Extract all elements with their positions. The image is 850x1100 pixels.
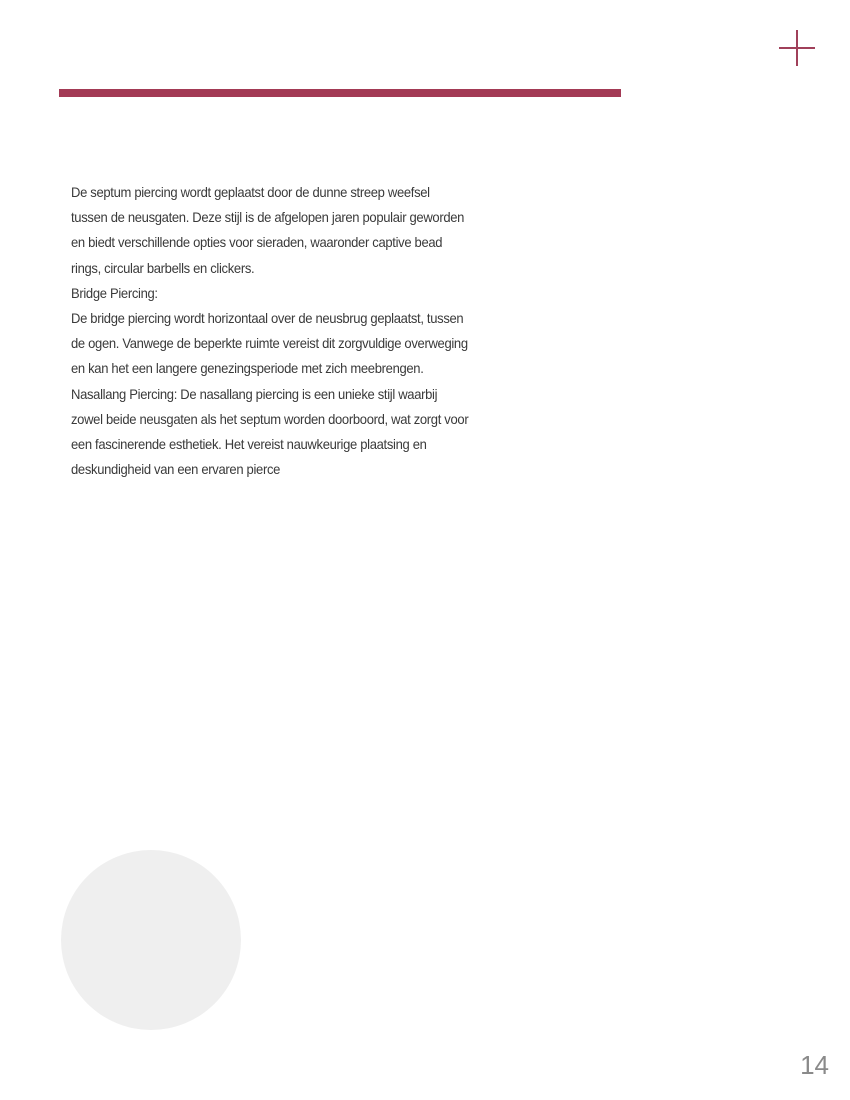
body-line: zowel beide neusgaten als het septum worden doorboord, wat zorgt voor (71, 410, 469, 427)
section-heading-bridge: Bridge Piercing: (71, 284, 158, 301)
body-line: een fascinerende esthetiek. Het vereist nauwkeurige plaatsing en (71, 436, 427, 453)
body-line: en biedt verschillende opties voor sieraden, waaronder captive bead (71, 234, 443, 251)
body-line: de ogen. Vanwege de beperkte ruimte vereist dit zorgvuldige overweging (71, 335, 468, 352)
body-line: Nasallang Piercing: De nasallang piercing is een unieke stijl waarbij (71, 385, 438, 402)
page-number: 14 (800, 1050, 829, 1080)
body-line: De bridge piercing wordt horizontaal over de neusbrug geplaatst, tussen (71, 310, 464, 327)
body-line: De septum piercing wordt geplaatst door de dunne streep weefsel (71, 184, 430, 200)
body-line: rings, circular barbells en clickers. (71, 259, 255, 276)
body-line: en kan het een langere genezingsperiode met zich meebrengen. (71, 360, 424, 377)
body-line: deskundigheid van een ervaren pierce (71, 461, 281, 478)
decorative-circle (61, 850, 241, 1030)
plus-decoration-icon (779, 30, 815, 66)
body-paragraph (71, 180, 536, 482)
header-accent-bar (59, 89, 621, 97)
body-line: tussen de neusgaten. Deze stijl is de afgelopen jaren populair geworden (71, 209, 465, 226)
